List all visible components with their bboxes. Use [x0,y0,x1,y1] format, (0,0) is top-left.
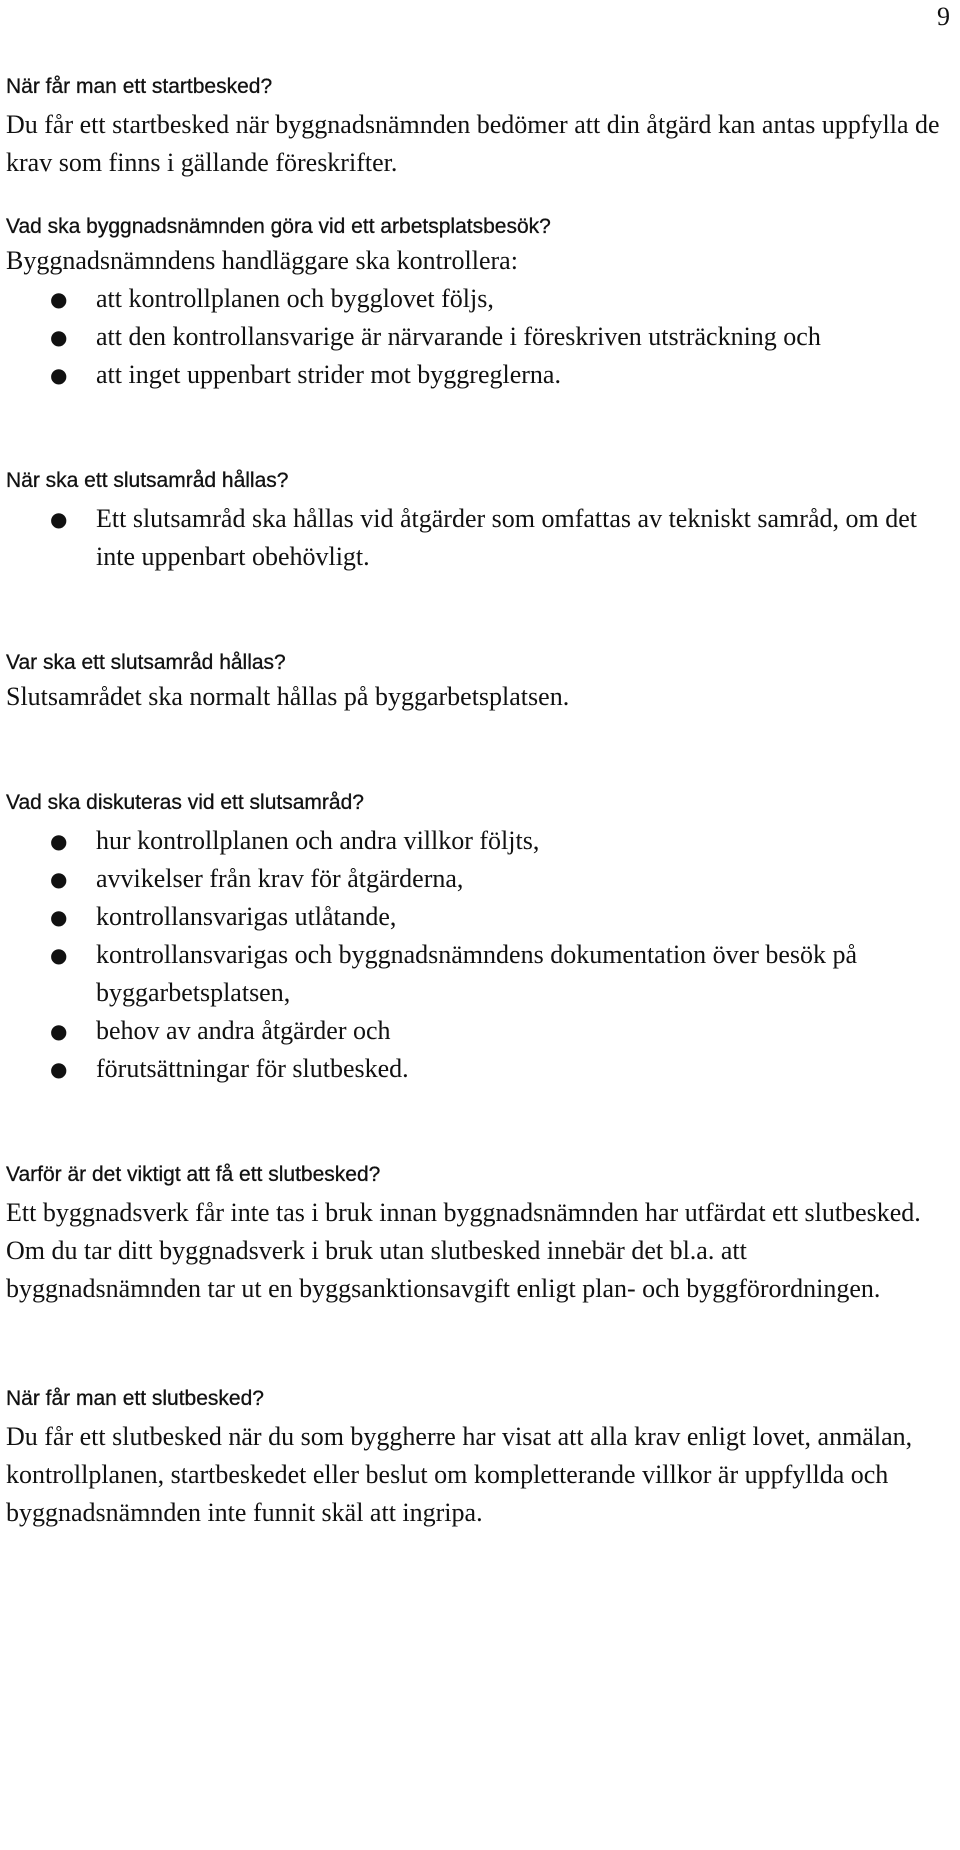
bullet-icon: ● [50,829,68,853]
section-var-slutsamrad [6,648,941,716]
section-heading: Vad ska diskuteras vid ett slutsamråd? [6,791,364,814]
list-item [6,860,941,898]
list-item-text: förutsättningar för slutbesked. [96,1054,409,1083]
list-item [6,936,941,1012]
list-item [6,822,941,860]
list-item-text: att inget uppenbart strider mot byggreglerna. [96,360,561,389]
section-arbetsplatsbesok [6,212,941,394]
section-paragraph: Byggnadsnämndens handläggare ska kontrollera: [6,246,518,275]
section-diskuteras [6,788,941,1088]
bullet-icon: ● [50,363,68,387]
document-body [6,72,941,1532]
bullet-icon: ● [50,325,68,349]
section-heading: När får man ett startbesked? [6,75,273,98]
list-item [6,356,941,394]
bullet-icon: ● [50,943,68,967]
list-item [6,500,941,576]
list-item-text: Ett slutsamråd ska hållas vid åtgärder som omfattas av tekniskt samråd, om det inte uppenbart obehövligt. [96,504,917,571]
list-item-text: hur kontrollplanen och andra villkor följts, [96,826,540,855]
list-item-text: kontrollansvarigas utlåtande, [96,902,397,931]
list-item [6,1012,941,1050]
bullet-icon: ● [50,1019,68,1043]
section-paragraph: Du får ett slutbesked när du som byggherre har visat att alla krav enligt lovet, anmälan, kontrollplanen, startbeskedet eller beslut om kompletterande villkor är uppfyllda och byggnadsnämnden inte funnit skäl att ingripa. [6,1422,913,1527]
bullet-list [6,280,941,394]
section-paragraph: Du får ett startbesked när byggnadsnämnden bedömer att din åtgärd kan antas uppfylla de krav som finns i gällande föreskrifter. [6,110,940,177]
section-nar-slutbesked [6,1384,941,1532]
bullet-list [6,500,941,576]
section-startbesked [6,72,941,182]
section-heading: Varför är det viktigt att få ett slutbesked? [6,1163,381,1186]
section-heading: När ska ett slutsamråd hållas? [6,469,289,492]
bullet-icon: ● [50,905,68,929]
list-item-text: avvikelser från krav för åtgärderna, [96,864,464,893]
page-number: 9 [937,2,950,31]
list-item [6,280,941,318]
section-paragraph: Ett byggnadsverk får inte tas i bruk innan byggnadsnämnden har utfärdat ett slutbesked. Om du tar ditt byggnadsverk i bruk utan slutbesked innebär det bl.a. att byggnadsnämnden tar ut en byggsanktionsavgift enligt plan- och byggförordningen. [6,1198,921,1303]
bullet-icon: ● [50,287,68,311]
list-item-text: att den kontrollansvarige är närvarande i föreskriven utsträckning och [96,322,821,351]
section-heading: Vad ska byggnadsnämnden göra vid ett arbetsplatsbesök? [6,215,551,238]
list-item-text: att kontrollplanen och bygglovet följs, [96,284,494,313]
bullet-list [6,822,941,1088]
list-item-text: kontrollansvarigas och byggnadsnämndens dokumentation över besök på byggarbetsplatsen, [96,940,858,1007]
section-heading: När får man ett slutbesked? [6,1387,264,1410]
list-item [6,898,941,936]
section-varfor-slutbesked [6,1160,941,1308]
bullet-icon: ● [50,867,68,891]
list-item [6,1050,941,1088]
section-heading: Var ska ett slutsamråd hållas? [6,651,286,674]
list-item-text: behov av andra åtgärder och [96,1016,391,1045]
bullet-icon: ● [50,507,68,531]
section-nar-slutsamrad [6,466,941,576]
bullet-icon: ● [50,1057,68,1081]
section-paragraph: Slutsamrådet ska normalt hållas på byggarbetsplatsen. [6,682,570,711]
list-item [6,318,941,356]
